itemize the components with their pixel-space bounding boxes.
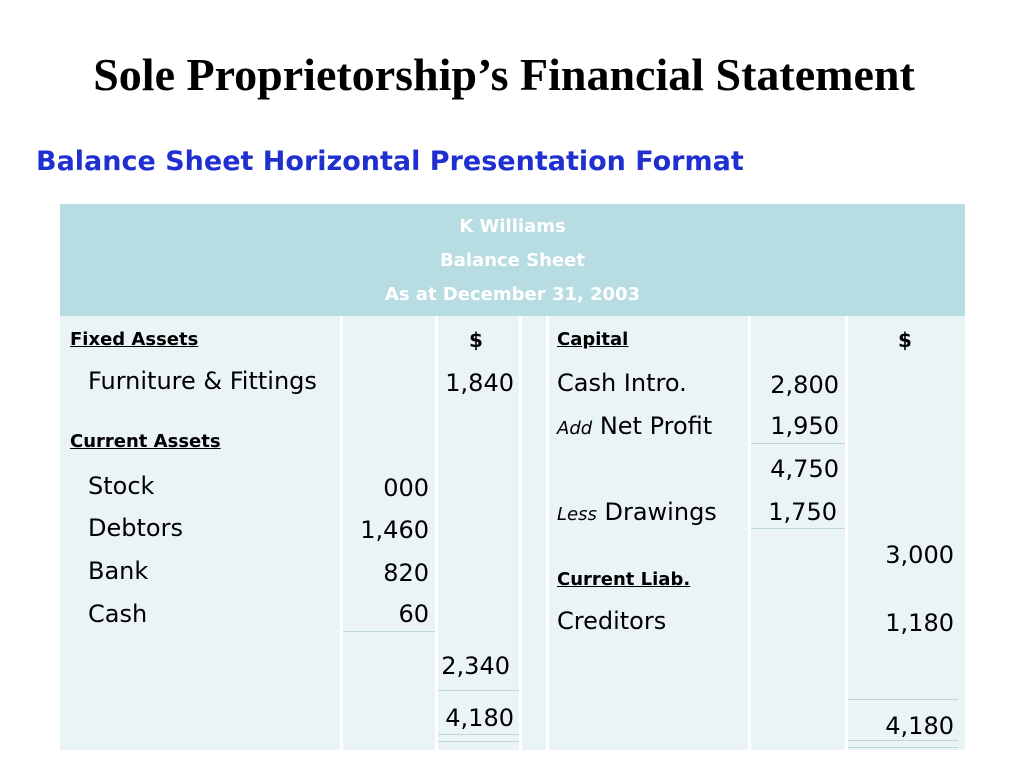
cash-intro-value: 2,800 xyxy=(770,371,839,399)
column-divider xyxy=(519,316,522,750)
current-asset-value: 1,460 xyxy=(360,516,429,544)
capital-subtotal: 4,750 xyxy=(770,455,839,483)
subtotal-rule xyxy=(848,699,958,700)
current-asset-value: 820 xyxy=(383,559,429,587)
net-profit-label: Net Profit xyxy=(599,412,713,440)
column-divider xyxy=(845,316,848,750)
total-rule xyxy=(438,734,519,735)
slide-title: Sole Proprietorship’s Financial Statement xyxy=(93,49,915,100)
current-asset-label: Stock xyxy=(88,472,155,500)
drawings-label: Drawings xyxy=(604,498,717,526)
current-liabilities-heading: Current Liab. xyxy=(557,569,691,590)
statement-name: Balance Sheet xyxy=(440,250,585,271)
current-asset-value: 60 xyxy=(398,600,429,628)
drawings-value: 1,750 xyxy=(768,498,837,526)
current-assets-heading: Current Assets xyxy=(70,431,221,452)
capital-heading: Capital xyxy=(557,329,629,350)
column-divider xyxy=(748,316,751,750)
total-rule xyxy=(848,747,958,748)
subtotal-rule xyxy=(343,631,435,632)
liabilities-currency-symbol: $ xyxy=(898,328,912,352)
current-asset-value: 000 xyxy=(383,474,429,502)
net-profit-row xyxy=(557,412,712,440)
total-rule xyxy=(438,741,519,742)
total-rule xyxy=(848,740,958,741)
column-divider xyxy=(546,316,549,750)
less-prefix: Less xyxy=(557,504,597,525)
cash-intro-label: Cash Intro. xyxy=(557,369,687,397)
current-asset-label: Debtors xyxy=(88,514,183,542)
drawings-row xyxy=(557,498,717,526)
column-divider xyxy=(340,316,343,750)
creditors-value: 1,180 xyxy=(885,609,954,637)
subtotal-rule xyxy=(438,690,519,691)
capital-total: 3,000 xyxy=(885,541,954,569)
current-asset-label: Bank xyxy=(88,557,149,585)
assets-currency-symbol: $ xyxy=(469,328,483,352)
creditors-label: Creditors xyxy=(557,607,667,635)
fixed-asset-item: Furniture & Fittings xyxy=(88,367,317,395)
column-divider xyxy=(435,316,438,750)
fixed-asset-value: 1,840 xyxy=(445,369,514,397)
business-name: K Williams xyxy=(459,216,566,237)
fixed-assets-heading: Fixed Assets xyxy=(70,329,199,350)
statement-date: As at December 31, 2003 xyxy=(384,284,641,305)
assets-grand-total: 4,180 xyxy=(445,704,514,732)
current-assets-total: 2,340 xyxy=(441,652,510,680)
balance-sheet-table xyxy=(60,204,965,750)
subtotal-rule xyxy=(751,528,845,529)
current-asset-label: Cash xyxy=(88,600,148,628)
slide-subtitle: Balance Sheet Horizontal Presentation Format xyxy=(36,146,744,177)
add-prefix: Add xyxy=(557,418,593,439)
subtotal-rule xyxy=(751,443,845,444)
liabilities-grand-total: 4,180 xyxy=(885,712,954,740)
balance-sheet-header xyxy=(60,204,965,316)
net-profit-value: 1,950 xyxy=(770,412,839,440)
